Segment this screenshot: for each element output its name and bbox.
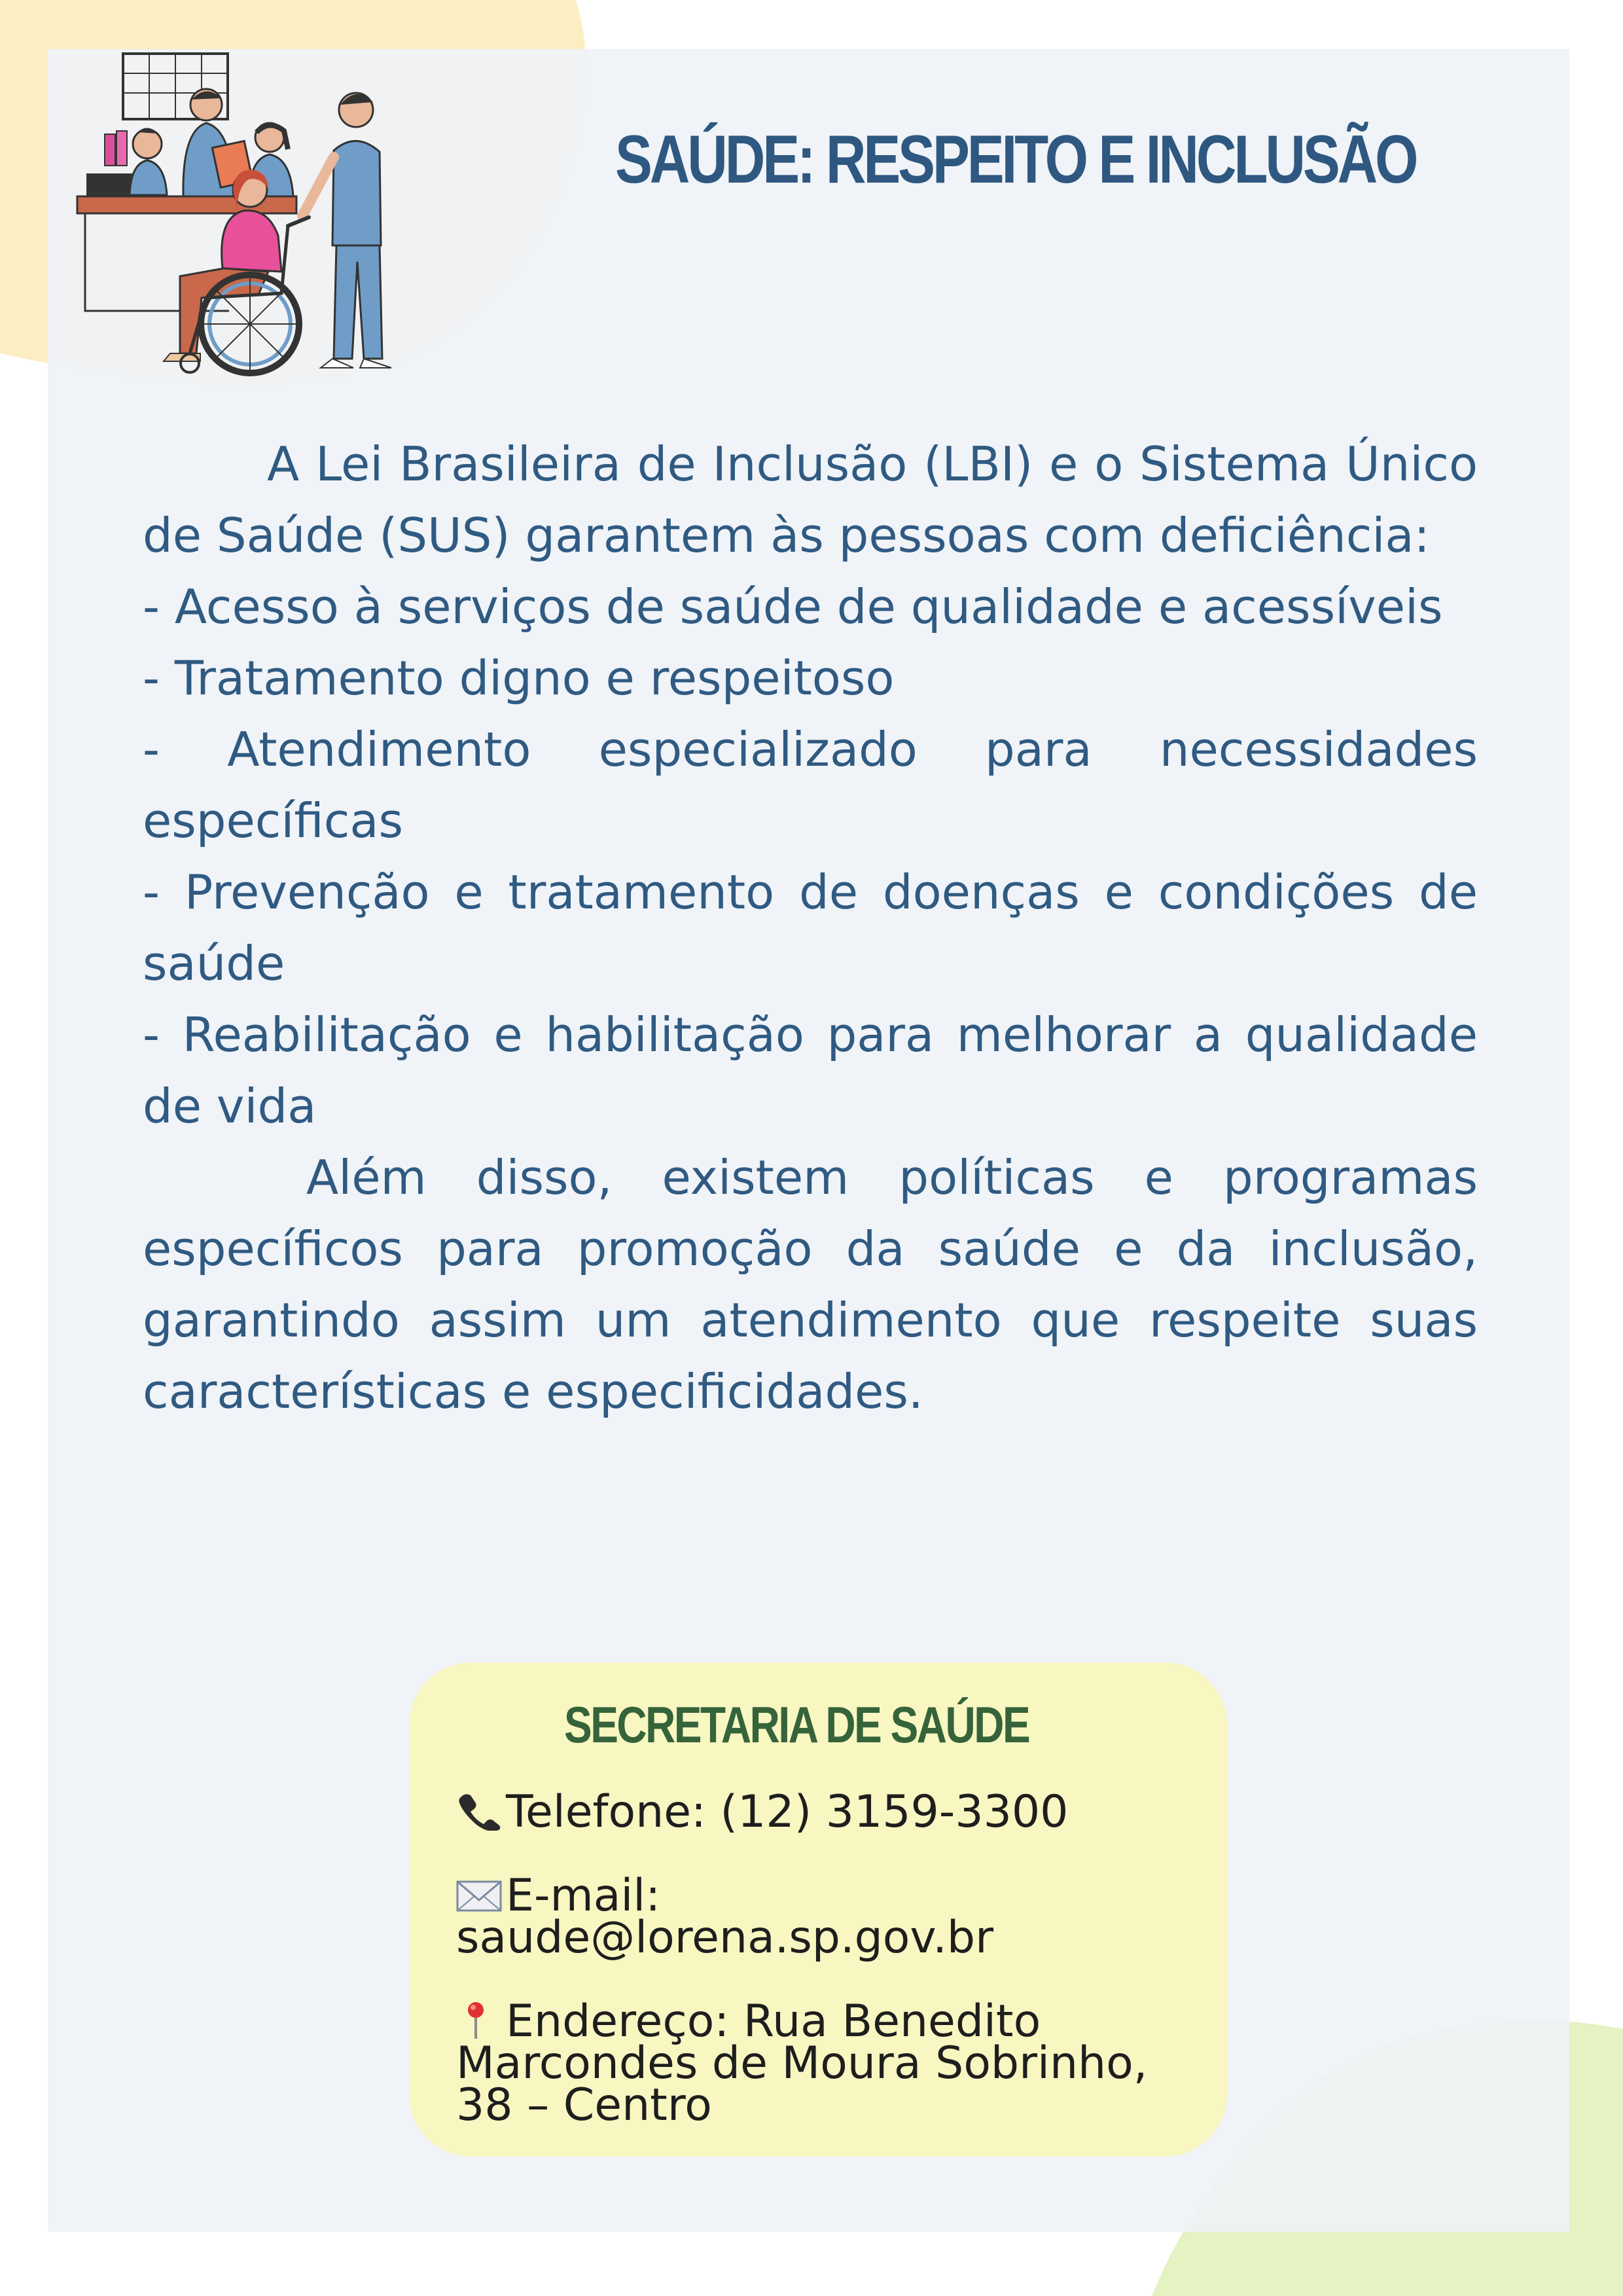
list-item: - Acesso à serviços de saúde de qualidade e acessíveis xyxy=(143,579,1443,634)
healthcare-team-illustration xyxy=(72,46,425,399)
closing-paragraph: Além disso, existem políticas e programas específicos para promoção da saúde e da inclusão, garantindo assim um atendimento que respeite suas características e especificidades. xyxy=(143,1150,1478,1419)
list-item: - Tratamento digno e respeitoso xyxy=(143,651,895,706)
map-pin-icon xyxy=(456,2001,506,2040)
email-line xyxy=(456,1870,1209,1964)
page-title: SAÚDE: RESPEITO E INCLUSÃO xyxy=(615,122,1416,198)
email-address[interactable]: saude@lorena.sp.gov.br xyxy=(456,1912,994,1964)
list-item: - Prevenção e tratamento de doenças e condições de saúde xyxy=(143,865,1478,991)
list-item: - Reabilitação e habilitação para melhorar a qualidade de vida xyxy=(143,1007,1478,1134)
telephone-icon xyxy=(456,1791,506,1831)
contact-card xyxy=(409,1662,1227,2157)
contact-title: SECRETARIA DE SAÚDE xyxy=(564,1696,1029,1753)
list-item: - Atendimento especializado para necessidades específicas xyxy=(143,722,1478,848)
address-label: Endereço: Rua Benedito xyxy=(506,1996,1041,2047)
envelope-icon xyxy=(456,1875,506,1914)
address-line-3: 38 – Centro xyxy=(456,2079,712,2131)
address-line xyxy=(456,1996,1209,2131)
phone-line xyxy=(456,1786,1209,1838)
email-label: E-mail: xyxy=(506,1870,661,1922)
phone-text[interactable]: Telefone: (12) 3159-3300 xyxy=(506,1786,1069,1838)
address-line-2: Marcondes de Moura Sobrinho, xyxy=(456,2037,1148,2089)
body-content xyxy=(143,429,1478,1427)
intro-paragraph: A Lei Brasileira de Inclusão (LBI) e o Sistema Único de Saúde (SUS) garantem às pessoas com deficiência: xyxy=(143,437,1478,563)
